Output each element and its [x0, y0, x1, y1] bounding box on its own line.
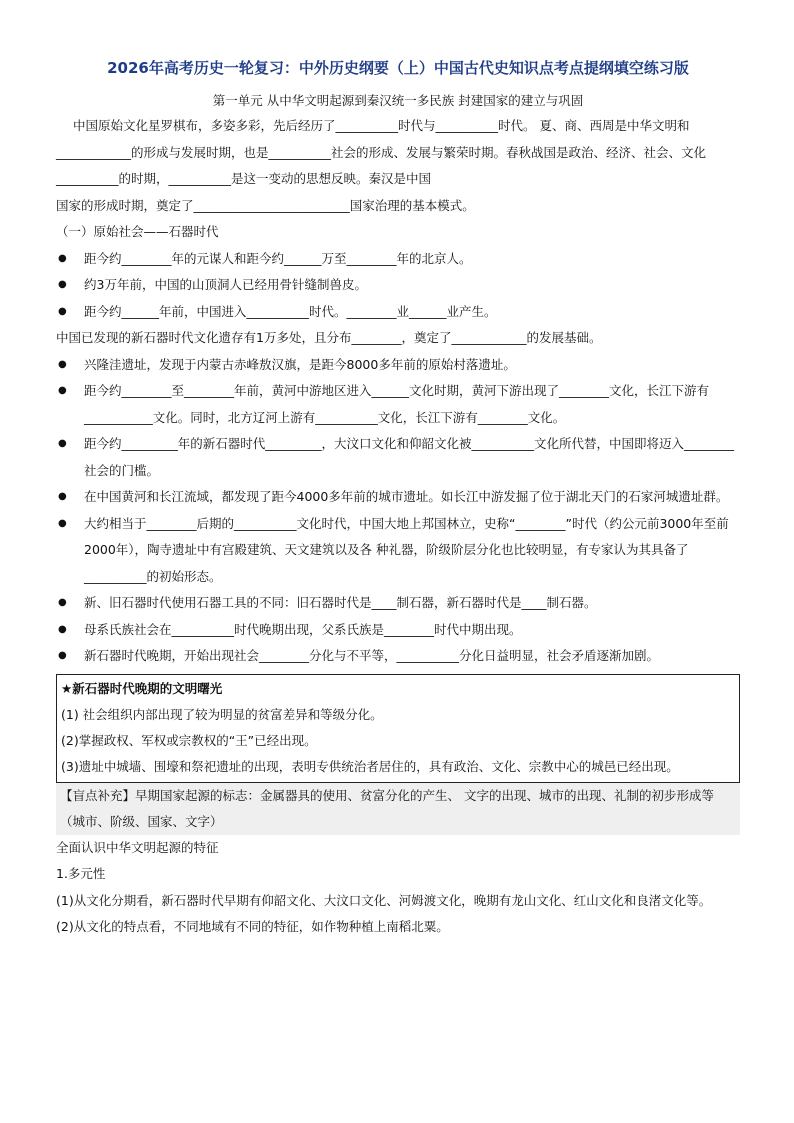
list-item: ● 距今约______年前，中国进入__________时代。________业______业产生。	[56, 299, 740, 326]
document-page	[56, 58, 740, 941]
civilization-dawn-box	[56, 674, 740, 783]
features-heading: 全面认识中华文明起源的特征	[56, 839, 219, 855]
list-item: ● 兴隆洼遗址，发现于内蒙古赤峰敖汉旗，是距今8000多年前的原始村落遗址。	[56, 352, 740, 379]
supplement-label: 【盲点补充】	[60, 787, 136, 803]
bullet-list-neolithic	[56, 352, 740, 670]
intro-paragraph-end: 国家的形成时期，奠定了_________________________国家治理的基本模式。	[56, 197, 475, 213]
box-item: (3)遗址中城墙、围壕和祭祀遗址的出现，表明专供统治者居住的，具有政治、文化、宗教中心的城邑已经出现。	[61, 758, 679, 774]
bullet-list-paleolithic	[56, 246, 740, 326]
list-item: ● 新石器时代晚期，开始出现社会________分化与不平等，__________分化日益明显，社会矛盾逐渐加剧。	[56, 643, 740, 670]
list-item: ● 在中国黄河和长江流域，都发现了距今4000多年前的城市遗址。如长江中游发掘了位于湖北天门的石家河城遗址群。	[56, 484, 740, 511]
feature-item: (2)从文化的特点看，不同地域有不同的特征，如作物种植上南稻北粟。	[56, 919, 449, 934]
list-item: ● 新、旧石器时代使用石器工具的不同：旧石器时代是____制石器，新石器时代是____制石器。	[56, 590, 740, 617]
list-item: ● 距今约_________年的新石器时代_________，大汶口文化和仰韶文化被__________文化所代替，中国即将迈入________社会的门槛。	[56, 431, 740, 484]
unit-title: 第一单元 从中华文明起源到秦汉统一多民族 封建国家的建立与巩固	[212, 93, 584, 108]
section-heading: （一）原始社会——石器时代	[56, 224, 219, 239]
box-item: (1) 社会组织内部出现了较为明显的贫富差异和等级分化。	[61, 706, 383, 722]
features-subheading: 1.多元性	[56, 866, 106, 881]
list-item: ● 距今约________年的元谋人和距今约______万至________年的北京人。	[56, 246, 740, 273]
neolithic-summary: 中国已发现的新石器时代文化遗存有1万多处，且分布________，奠定了____________的发展基础。	[56, 330, 602, 345]
feature-item: (1)从文化分期看，新石器时代早期有仰韶文化、大汶口文化、河姆渡文化，晚期有龙山文化、红山文化和良渚文化等。	[56, 892, 712, 908]
box-item: (2)掌握政权、军权或宗教权的“王”已经出现。	[61, 732, 317, 748]
list-item: ● 大约相当于________后期的__________文化时代，中国大地上邦国林立，史称“________”时代（约公元前3000年至前2000年），陶寺遗址中有宫殿建筑、天文建筑以及各 种礼器，阶级阶层分化也比较明显，有专家认为其具备了__________的初始形态。	[56, 511, 740, 591]
list-item: ● 距今约________至________年前，黄河中游地区进入______文化时期，黄河下游出现了________文化，长江下游有___________文化。同时，北方辽河上游有__________文化，长江下游有________文化。	[56, 378, 740, 431]
document-title: 2026年高考历史一轮复习：中外历史纲要（上）中国古代史知识点考点提纲填空练习版	[107, 59, 689, 77]
list-item: ● 母系氏族社会在__________时代晚期出现，父系氏族是________时代中期出现。	[56, 617, 740, 644]
intro-paragraph: 中国原始文化星罗棋布，多姿多彩，先后经历了__________时代与__________时代。 夏、商、西周是中华文明和____________的形成与发展时期，也是__________社会的形成、发展与繁荣时期。春秋战国是政治、经济、社会、文化__________的时期，__________是这一变动的思想反映。秦汉是中国	[56, 118, 707, 186]
box-title: ★新石器时代晚期的文明曙光	[61, 680, 223, 696]
supplement-text: 早期国家起源的标志：金属器具的使用、贫富分化的产生、 文字的出现、城市的出现、礼制的初步形成等（城市、阶级、国家、文字）	[60, 787, 714, 829]
list-item: ● 约3万年前，中国的山顶洞人已经用骨针缝制兽皮。	[56, 272, 740, 299]
supplement-block	[56, 783, 740, 835]
